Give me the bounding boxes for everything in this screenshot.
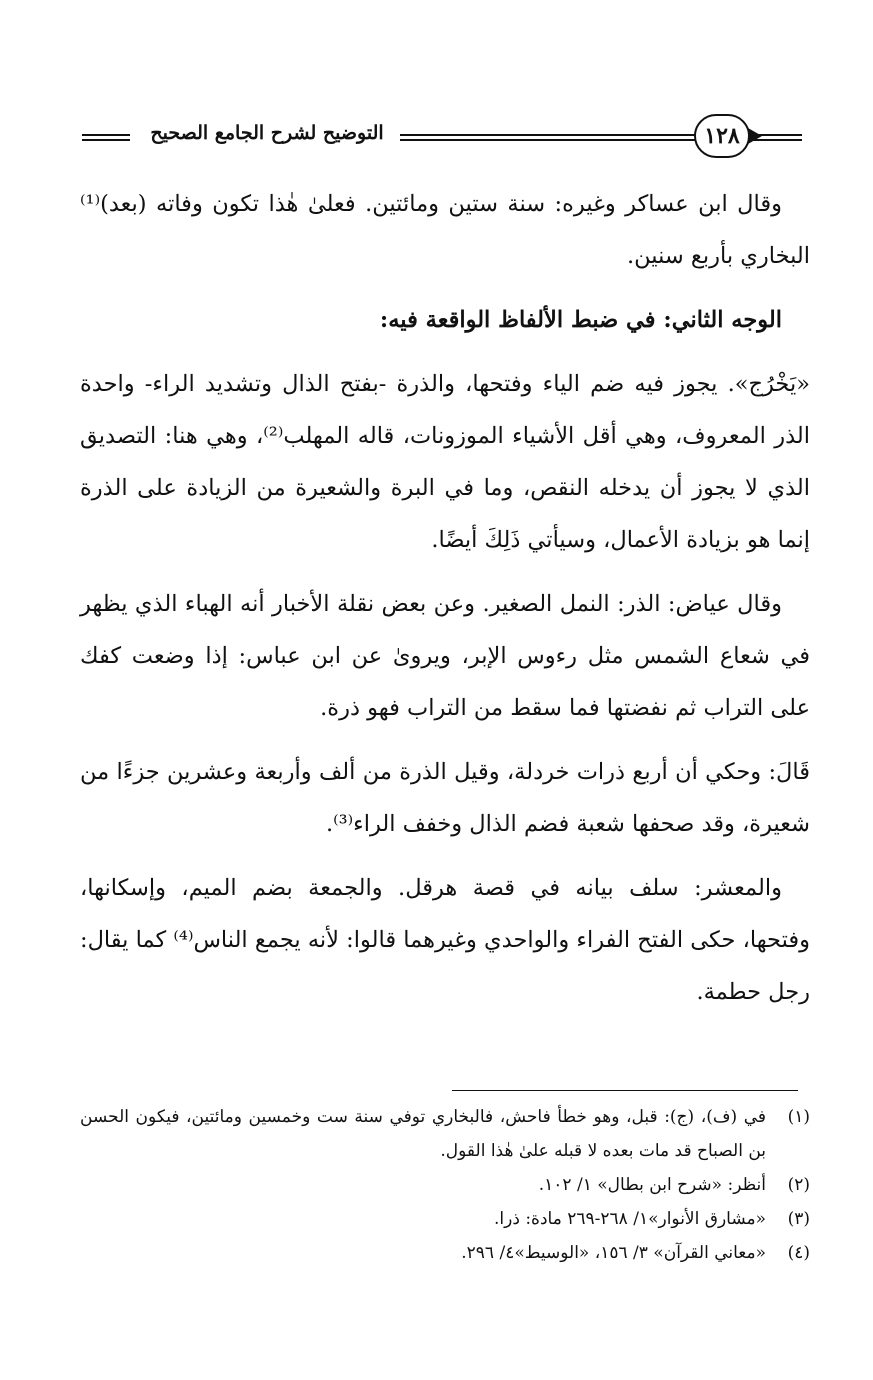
paragraph: وقال عياض: الذر: النمل الصغير. وعن بعض نقلة الأخبار أنه الهباء الذي يظهر في شعاع الشمس مثل رءوس الإبر، ويروىٰ عن ابن عباس: إذا وضعت كفك على التراب ثم نفضتها فما سقط من التراب فهو ذرة. [80, 591, 810, 721]
paragraph: وقال ابن عساكر وغيره: سنة ستين ومائتين. فعلىٰ هٰذا تكون وفاته (بعد)⁽¹⁾ البخاري بأربع سنين. [80, 191, 810, 269]
footnote-item [80, 1236, 810, 1270]
footnotes [80, 1100, 810, 1270]
footnote-text: في (ف)، (ج): قبل، وهو خطأ فاحش، فالبخاري توفي سنة ست وخمسين ومائتين، فيكون الحسن بن الصباح قد مات بعده لا قبله علىٰ هٰذا القول. [80, 1107, 766, 1161]
main-text [80, 178, 810, 1018]
header-rule-left [82, 134, 130, 141]
page-header [82, 114, 802, 160]
footnote-number: (٢) [787, 1175, 810, 1195]
running-title: التوضيح لشرح الجامع الصحيح [150, 122, 384, 144]
footnote-item [80, 1100, 810, 1168]
paragraph: «يَخْرُج». يجوز فيه ضم الياء وفتحها، والذرة -بفتح الذال وتشديد الراء- واحدة الذر المعروف، وهي أقل الأشياء الموزونات، قاله المهلب⁽²⁾، وهي هنا: التصديق الذي لا يجوز أن يدخله النقص، وما في البرة والشعيرة من الزيادة على الذرة إنما هو بزيادة الأعمال، وسيأتي ذَلِكَ أيضًا. [80, 371, 810, 553]
footnote-text: أنظر: «شرح ابن بطال» ١/ ١٠٢. [538, 1175, 766, 1195]
footnote-item [80, 1168, 810, 1202]
section-heading: الوجه الثاني: في ضبط الألفاظ الواقعة فيه: [379, 307, 782, 333]
footnote-text: «مشارق الأنوار»١/ ٢٦٨-٢٦٩ مادة: ذرا. [494, 1209, 766, 1229]
footnote-number: (٤) [787, 1243, 810, 1263]
footnote-text: «معاني القرآن» ٣/ ١٥٦، «الوسيط»٤/ ٢٩٦. [461, 1243, 766, 1263]
header-rule-right [750, 134, 802, 141]
page-number: ١٢٨ [694, 114, 750, 158]
footnote-number: (١) [787, 1107, 810, 1127]
footnote-separator [452, 1090, 798, 1091]
paragraph: قَالَ: وحكي أن أربع ذرات خردلة، وقيل الذرة من ألف وأربعة وعشرين جزءًا من شعيرة، وقد صحفها شعبة فضم الذال وخفف الراء⁽³⁾. [80, 759, 810, 837]
footnote-item [80, 1202, 810, 1236]
header-rule-middle [400, 134, 696, 141]
paragraph: والمعشر: سلف بيانه في قصة هرقل. والجمعة بضم الميم، وإسكانها، وفتحها، حكى الفتح الفراء والواحدي وغيرهما قالوا: لأنه يجمع الناس⁽⁴⁾ كما يقال: رجل حطمة. [80, 875, 810, 1005]
footnote-number: (٣) [787, 1209, 810, 1229]
